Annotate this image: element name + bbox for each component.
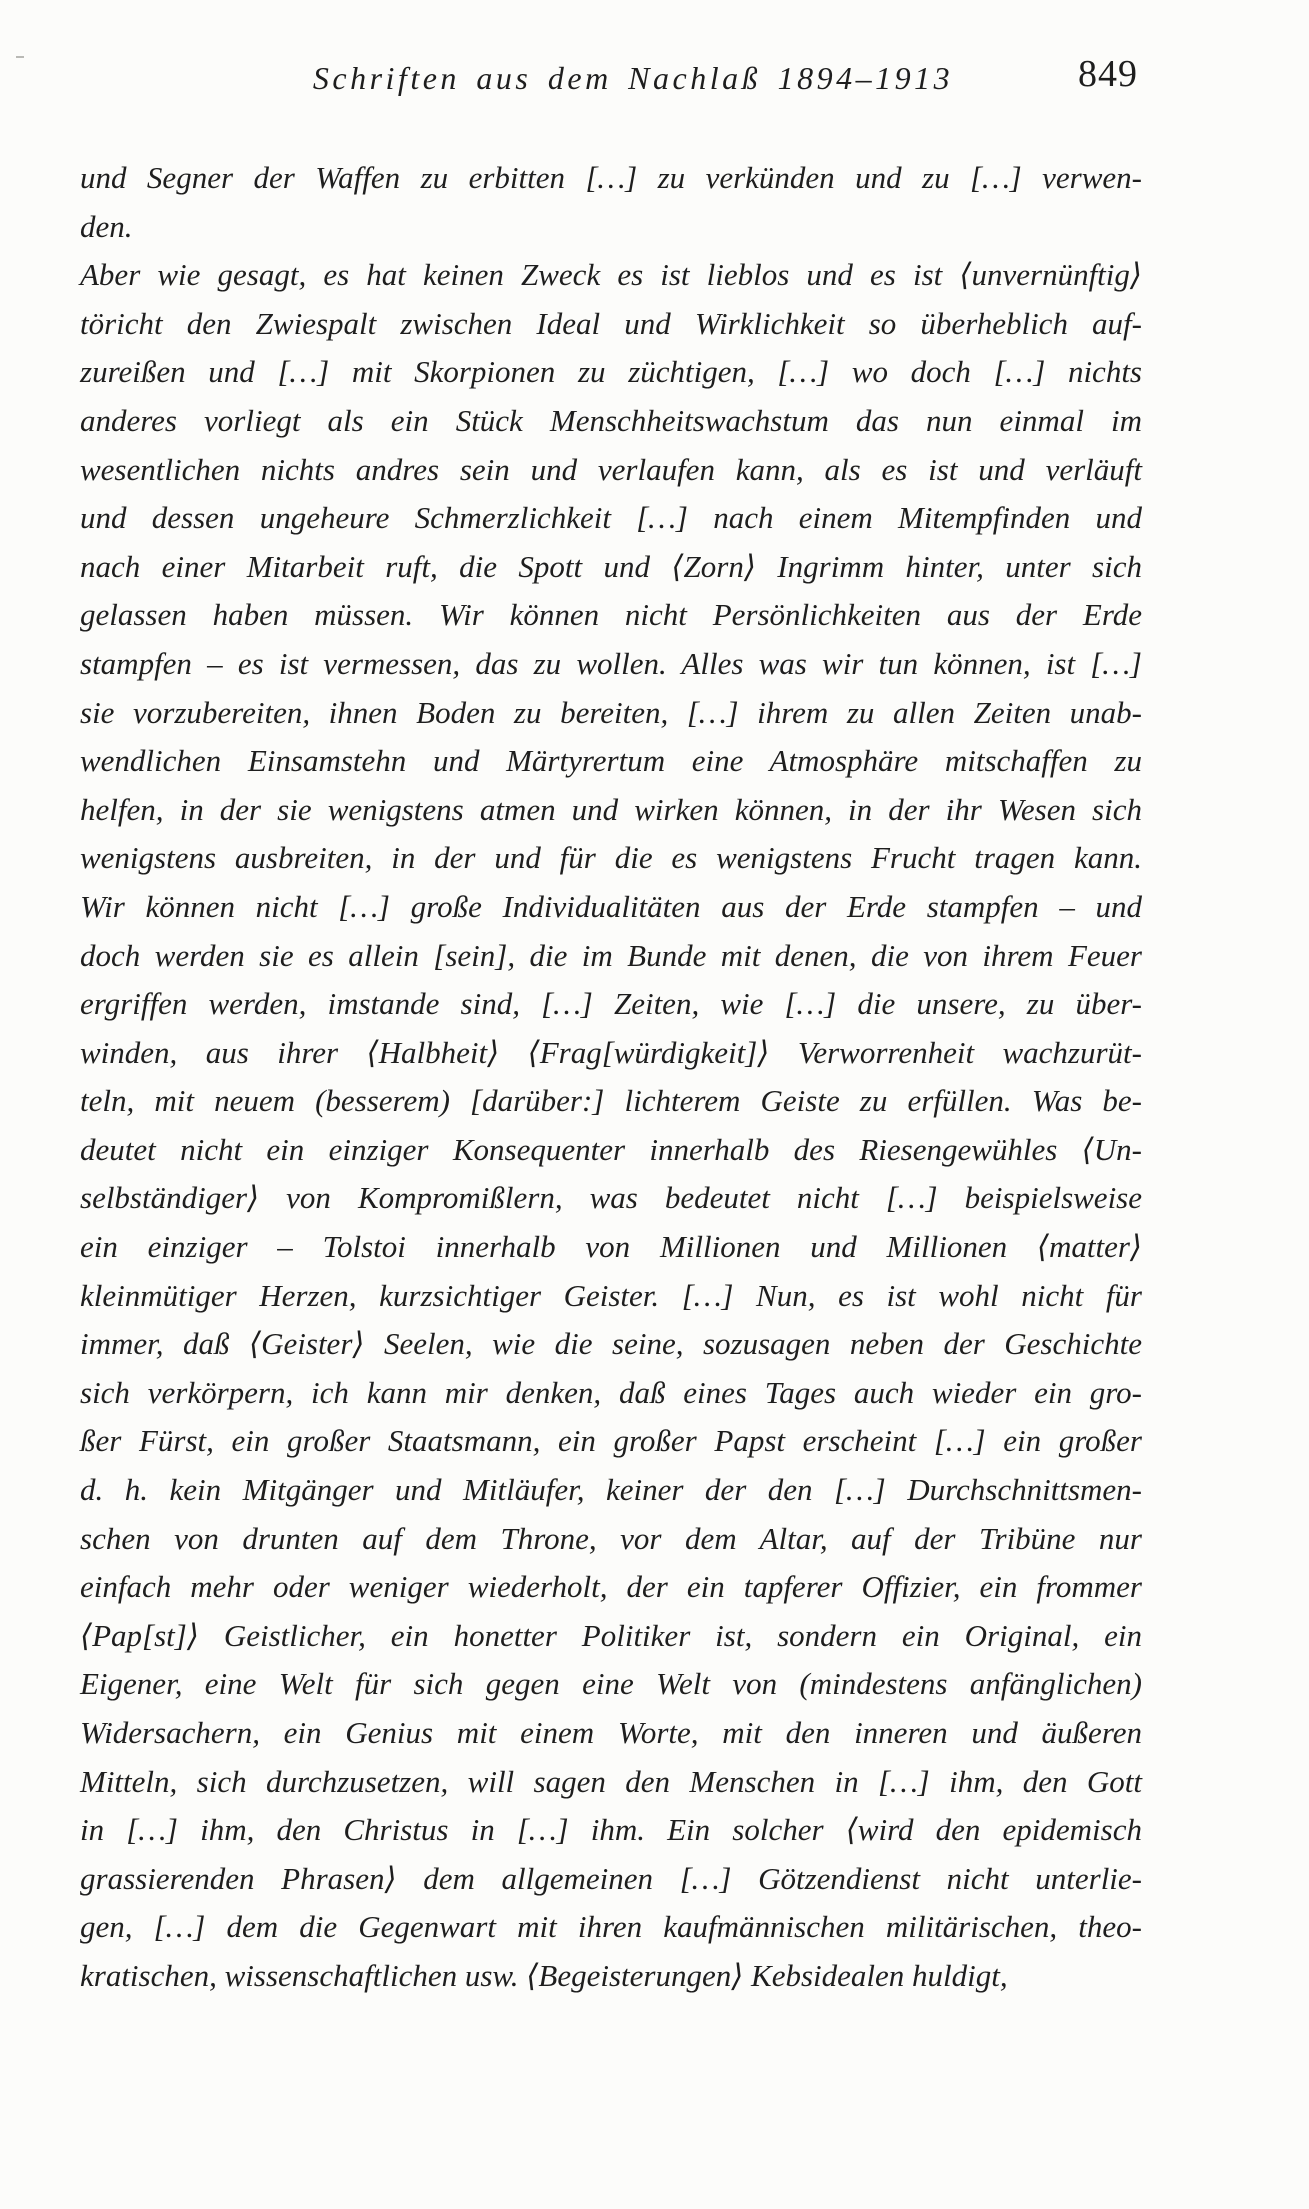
- page-number: 849: [1078, 53, 1138, 95]
- text-line: wendlichen Einsamstehn und Märtyrertum eine Atmosphäre mitschaffen zu: [80, 743, 1142, 779]
- text-line: teln, mit neuem (besserem) [darüber:] lichterem Geiste zu erfüllen. Was be-: [80, 1083, 1142, 1119]
- text-line: schen von drunten auf dem Throne, vor dem Altar, auf der Tribüne nur: [80, 1520, 1142, 1556]
- scan-artifact: [16, 56, 24, 58]
- text-line: ein einziger – Tolstoi innerhalb von Millionen und Millionen ⟨matter⟩: [80, 1229, 1142, 1265]
- text-line: sich verkörpern, ich kann mir denken, daß eines Tages auch wieder ein gro-: [80, 1374, 1142, 1410]
- text-line: Wir können nicht […] große Individualitäten aus der Erde stampfen – und: [80, 888, 1142, 924]
- text-line: deutet nicht ein einziger Konsequenter innerhalb des Riesengewühles ⟨Un-: [80, 1131, 1142, 1167]
- text-line: Mitteln, sich durchzusetzen, will sagen den Menschen in […] ihm, den Gott: [80, 1763, 1142, 1799]
- text-line: winden, aus ihrer ⟨Halbheit⟩ ⟨Frag[würdigkeit]⟩ Verworrenheit wachzurüt-: [80, 1034, 1142, 1070]
- text-line: d. h. kein Mitgänger und Mitläufer, keiner der den […] Durchschnittsmen-: [80, 1472, 1142, 1508]
- text-line: und Segner der Waffen zu erbitten […] zu verkünden und zu […] verwen-: [80, 160, 1142, 195]
- text-line: töricht den Zwiespalt zwischen Ideal und Wirklichkeit so überheblich auf-: [80, 305, 1142, 341]
- running-title: Schriften aus dem Nachlaß 1894–1913: [312, 60, 954, 96]
- text-line: ⟨Pap[st]⟩ Geistlicher, ein honetter Politiker ist, sondern ein Original, ein: [80, 1617, 1142, 1653]
- text-line: gen, […] dem die Gegenwart mit ihren kaufmännischen militärischen, theo-: [80, 1909, 1142, 1945]
- text-line: wenigstens ausbreiten, in der und für die es wenigstens Frucht tragen kann.: [80, 840, 1142, 876]
- text-line: helfen, in der sie wenigstens atmen und wirken können, in der ihr Wesen sich: [80, 791, 1142, 827]
- page-body: [80, 154, 1142, 2001]
- text-line: nach einer Mitarbeit ruft, die Spott und ⟨Zorn⟩ Ingrimm hinter, unter sich: [80, 548, 1142, 584]
- text-line: Aber wie gesagt, es hat keinen Zweck es ist lieblos und es ist ⟨unvernünftig⟩: [80, 257, 1142, 293]
- text-line: in […] ihm, den Christus in […] ihm. Ein solcher ⟨wird den epidemisch: [80, 1812, 1142, 1848]
- text-line: stampfen – es ist vermessen, das zu wollen. Alles was wir tun können, ist […]: [80, 645, 1142, 681]
- page-header: [80, 52, 1142, 104]
- text-line: wesentlichen nichts andres sein und verlaufen kann, als es ist und verläuft: [80, 451, 1142, 487]
- text-line: immer, daß ⟨Geister⟩ Seelen, wie die seine, sozusagen neben der Geschichte: [80, 1326, 1142, 1362]
- text-line: anderes vorliegt als ein Stück Menschheitswachstum das nun einmal im: [80, 402, 1142, 438]
- text-line: zureißen und […] mit Skorpionen zu züchtigen, […] wo doch […] nichts: [80, 354, 1142, 390]
- text-line: doch werden sie es allein [sein], die im Bunde mit denen, die von ihrem Feuer: [80, 937, 1142, 973]
- text-line: den.: [80, 208, 133, 244]
- text-line: kratischen, wissenschaftlichen usw. ⟨Begeisterungen⟩ Kebsidealen huldigt,: [80, 1957, 1008, 1993]
- text-line: grassierenden Phrasen⟩ dem allgemeinen […] Götzendienst nicht unterlie-: [80, 1860, 1142, 1896]
- text-line: Eigener, eine Welt für sich gegen eine Welt von (mindestens anfänglichen): [80, 1666, 1142, 1702]
- text-line: ergriffen werden, imstande sind, […] Zeiten, wie […] die unsere, zu über-: [80, 986, 1142, 1022]
- text-line: Widersachern, ein Genius mit einem Worte, mit den inneren und äußeren: [80, 1715, 1142, 1750]
- text-line: selbständiger⟩ von Kompromißlern, was bedeutet nicht […] beispielsweise: [80, 1180, 1142, 1216]
- text-line: sie vorzubereiten, ihnen Boden zu bereiten, […] ihrem zu allen Zeiten unab-: [80, 694, 1142, 730]
- text-line: einfach mehr oder weniger wiederholt, der ein tapferer Offizier, ein frommer: [80, 1569, 1142, 1605]
- text-line: und dessen ungeheure Schmerzlichkeit […] nach einem Mitempfinden und: [80, 500, 1142, 536]
- text-line: kleinmütiger Herzen, kurzsichtiger Geister. […] Nun, es ist wohl nicht für: [80, 1277, 1142, 1313]
- text-line: ßer Fürst, ein großer Staatsmann, ein großer Papst erscheint […] ein großer: [80, 1423, 1142, 1459]
- text-line: gelassen haben müssen. Wir können nicht Persönlichkeiten aus der Erde: [80, 597, 1142, 633]
